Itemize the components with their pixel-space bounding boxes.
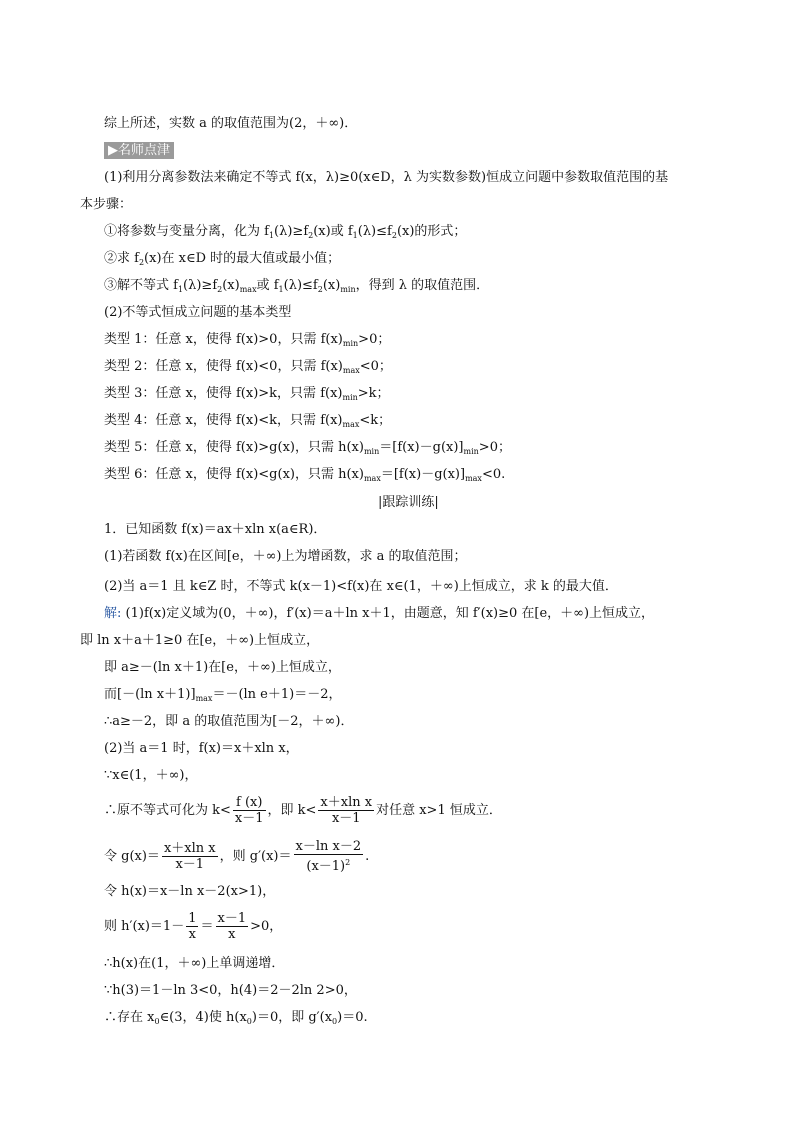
answer-2-line-2: ∵x∈(1，＋∞)，: [104, 768, 198, 783]
answer-1-line-2: 即 ln x＋a＋1≥0 在[e，＋∞)上恒成立，: [80, 633, 320, 648]
text: ，则 g′(x)＝: [219, 849, 292, 864]
answer-2-line-4: [104, 839, 369, 874]
numerator: 1: [188, 911, 197, 926]
answer-2-line-3: [104, 795, 502, 826]
text: <0；: [359, 359, 392, 374]
text: ②求 f: [104, 251, 139, 266]
text: (1)f(x)定义域为(0，＋∞)，f′(x)＝a＋ln x＋1，由题意，知 f′(x)≥0 在[e，＋∞)上恒成立，: [121, 606, 655, 621]
numerator: x＋xln x: [320, 795, 373, 810]
question-1-part-2: (2)当 a＝1 且 k∈Z 时，不等式 k(x－1)<f(x)在 x∈(1，＋∞)上恒成立，求 k 的最大值．: [104, 579, 618, 594]
subscript: 1: [177, 285, 184, 294]
answer-1-line-1: [104, 605, 654, 623]
subscript: 2: [308, 231, 314, 240]
text: (x)或 f: [313, 224, 353, 239]
text: >0，: [250, 919, 283, 934]
answer-2-line-6: [104, 911, 282, 942]
type-3: [104, 385, 390, 407]
answer-2-line-8: ∵h(3)＝1－ln 3<0，h(4)＝2－2ln 2>0，: [104, 983, 357, 998]
text: >k；: [357, 386, 390, 401]
subscript: max: [239, 285, 257, 294]
tracking-title: |跟踪训练|: [378, 495, 439, 510]
paragraph-2: (2)不等式恒成立问题的基本类型: [104, 305, 292, 320]
text: )＝0，即 g′(x: [251, 1010, 333, 1025]
text: ＝: [200, 919, 214, 934]
subscript: min: [463, 447, 479, 456]
answer-1-line-4: [104, 686, 341, 708]
text: <0.: [481, 467, 506, 482]
denominator: x: [228, 927, 236, 942]
fraction: [162, 841, 218, 872]
subscript: min: [340, 285, 356, 294]
subscript: 1: [278, 285, 284, 294]
subscript: min: [342, 339, 359, 348]
step-2: [104, 250, 340, 272]
subscript: 2: [317, 285, 323, 294]
subscript: max: [465, 474, 482, 483]
text: 对任意 x>1 恒成立．: [376, 803, 502, 818]
fraction: [294, 839, 364, 874]
question-1: 1．已知函数 f(x)＝ax＋xln x(a∈R)．: [104, 522, 327, 537]
subscript: max: [363, 474, 381, 483]
text: 类型 3：任意 x，使得 f(x)>k，只需 f(x): [104, 386, 343, 401]
text: (x－1): [306, 859, 346, 874]
superscript: 2: [345, 858, 351, 867]
summary-line: 综上所述，实数 a 的取值范围为(2，＋∞)．: [104, 116, 358, 131]
text: <k；: [359, 413, 392, 428]
text: ①将参数与变量分离，化为 f: [104, 224, 269, 239]
subscript: min: [363, 447, 380, 456]
fraction: [216, 911, 249, 942]
text: )＝0.: [337, 1010, 368, 1025]
subscript: min: [342, 393, 358, 402]
subscript: 0: [154, 1017, 160, 1026]
text: 则 h′(x)＝1－: [104, 919, 185, 934]
text: ＝－(ln e＋1)＝－2，: [212, 687, 342, 702]
text: (x): [322, 278, 341, 293]
answer-label: 解:: [104, 606, 122, 621]
text: .: [365, 849, 370, 864]
text: (λ)≥f: [274, 224, 309, 239]
text: ∈(3，4)使 h(x: [159, 1010, 247, 1025]
text: ③解不等式 f: [104, 278, 178, 293]
text: >0；: [358, 332, 391, 347]
subscript: 1: [352, 231, 358, 240]
answer-2-line-5: 令 h(x)＝x－ln x－2(x>1)，: [104, 884, 276, 899]
numerator: x－1: [217, 911, 247, 926]
text: ，得到 λ 的取值范围．: [355, 278, 490, 293]
text: (λ)≤f: [357, 224, 392, 239]
denominator: x－1: [331, 811, 361, 826]
subscript: 0: [332, 1017, 338, 1026]
text: ∴存在 x: [104, 1010, 155, 1025]
paragraph-1-cont: 本步骤：: [80, 197, 133, 212]
paragraph-1: (1)利用分离参数法来确定不等式 f(x，λ)≥0(x∈D，λ 为实数参数)恒成立问题中参数取值范围的基: [104, 170, 669, 185]
text: 类型 4：任意 x，使得 f(x)<k，只需 f(x): [104, 413, 343, 428]
text: 而[－(ln x＋1)]: [104, 687, 196, 702]
subscript: 0: [246, 1017, 252, 1026]
denominator: x: [188, 927, 197, 942]
type-1: [104, 331, 390, 353]
text: ，即 k<: [267, 803, 317, 818]
denominator: [294, 855, 364, 874]
type-5: [104, 439, 511, 461]
answer-2-line-1: (2)当 a＝1 时，f(x)＝x＋xln x，: [104, 741, 299, 756]
answer-2-line-7: ∴h(x)在(1，＋∞)上单调递增．: [104, 956, 285, 971]
text: ＝[f(x)－g(x)]: [380, 467, 466, 482]
numerator: x－ln x－2: [295, 839, 362, 854]
question-1-part-1: (1)若函数 f(x)在区间[e，＋∞)上为增函数，求 a 的取值范围；: [104, 549, 467, 564]
text: 类型 5：任意 x，使得 f(x)>g(x)，只需 h(x): [104, 440, 364, 455]
text: (λ)≥f: [183, 278, 218, 293]
subscript: 2: [138, 258, 145, 267]
text: ＝[f(x)－g(x)]: [379, 440, 464, 455]
fraction: [233, 795, 266, 826]
denominator: x－1: [234, 811, 264, 826]
fraction: [318, 795, 374, 826]
step-3: [104, 277, 489, 299]
fraction: [186, 911, 198, 942]
answer-2-line-9: [104, 1009, 368, 1031]
text: (x)的形式；: [396, 224, 467, 239]
text: 类型 2：任意 x，使得 f(x)<0，只需 f(x): [104, 359, 343, 374]
text: 类型 1：任意 x，使得 f(x)>0，只需 f(x): [104, 332, 343, 347]
text: (λ)≤f: [283, 278, 318, 293]
type-6: [104, 466, 505, 488]
subscript: max: [342, 366, 360, 375]
text: 类型 6：任意 x，使得 f(x)<g(x)，只需 h(x): [104, 467, 364, 482]
text: (x): [222, 278, 240, 293]
type-4: [104, 412, 391, 434]
subscript: 1: [268, 231, 275, 240]
numerator: x＋xln x: [163, 841, 216, 856]
subscript: 2: [217, 285, 223, 294]
subscript: 2: [391, 231, 397, 240]
text: >0；: [478, 440, 511, 455]
text: 令 g(x)＝: [104, 849, 160, 864]
step-1: [104, 223, 466, 245]
subscript: max: [342, 420, 360, 429]
text: (x)在 x∈D 时的最大值或最小值；: [144, 251, 341, 266]
numerator: f (x): [233, 795, 266, 811]
subscript: max: [195, 694, 213, 703]
section-header: [104, 142, 174, 160]
text: 或 f: [256, 278, 279, 293]
text: ∴原不等式可化为 k<: [104, 803, 231, 818]
type-2: [104, 358, 392, 380]
denominator: x－1: [175, 857, 205, 872]
answer-1-line-3: 即 a≥－(ln x＋1)在[e，＋∞)上恒成立，: [104, 660, 341, 675]
answer-1-line-5: ∴a≥－2，即 a 的取值范围为[－2，＋∞)．: [104, 714, 354, 729]
section-header-label: ▶名师点津: [104, 142, 174, 159]
